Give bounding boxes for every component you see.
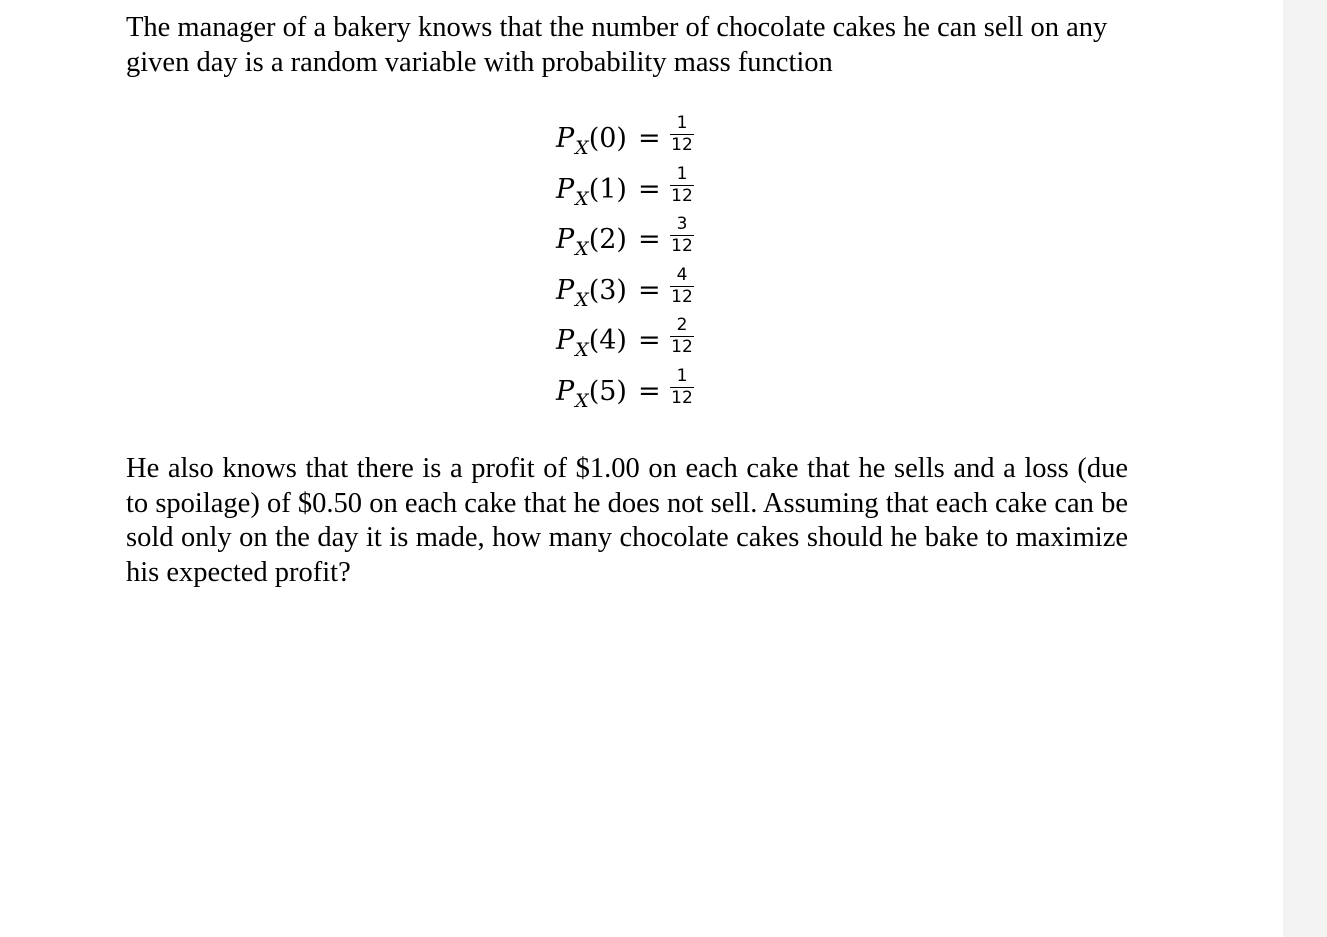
equals-sign: =	[638, 123, 661, 154]
fraction	[668, 266, 696, 306]
denominator: 12	[671, 337, 693, 358]
numerator: 1	[676, 163, 688, 184]
pmf-subscript: X	[575, 137, 589, 159]
numerator: 1	[676, 365, 688, 386]
denominator: 12	[671, 236, 693, 257]
numerator: 1	[676, 113, 688, 133]
pmf-function: P	[556, 173, 575, 205]
fraction	[668, 165, 696, 205]
pmf-subscript: X	[575, 389, 589, 412]
pmf-row	[556, 165, 716, 216]
pmf-subscript: X	[575, 238, 589, 261]
pmf-function: P	[556, 123, 575, 154]
pmf-subscript: X	[575, 339, 589, 362]
pmf-function: P	[556, 274, 575, 306]
numerator: 3	[676, 214, 688, 235]
pmf-function: P	[556, 375, 575, 407]
pmf-row	[556, 215, 716, 266]
denominator: 12	[671, 135, 693, 155]
numerator: 4	[676, 264, 688, 285]
pmf-row	[556, 114, 716, 165]
denominator: 12	[671, 387, 693, 408]
pmf-lhs	[556, 122, 627, 158]
pmf-row	[556, 367, 716, 418]
pmf-argument: (0)	[588, 123, 627, 154]
numerator: 2	[676, 315, 688, 336]
pmf-function: P	[556, 224, 575, 256]
fraction	[668, 316, 696, 356]
equals-sign: =	[638, 224, 661, 256]
pmf-row	[556, 266, 716, 317]
pmf-argument: (4)	[588, 325, 627, 357]
pmf-argument: (2)	[588, 224, 627, 256]
equals-sign: =	[638, 173, 661, 205]
intro-paragraph: The manager of a bakery knows that the number of chocolate cakes he can sell on any given day is a random variable with probability mass function	[126, 12, 1108, 78]
question-paragraph: He also knows that there is a profit of $1.00 on each cake that he sells and a loss (due to spoilage) of $0.50 on each cake that he does not sell. Assuming that each cake can be sold only on the day it is made, how many chocolate cakes should he bake to maximize his expected profit?	[126, 453, 1128, 589]
pmf-function: P	[556, 325, 575, 357]
equals-sign: =	[638, 375, 661, 407]
pmf-argument: (1)	[588, 173, 627, 205]
pmf-subscript: X	[575, 187, 589, 210]
pmf-subscript: X	[575, 288, 589, 311]
pmf-argument: (3)	[588, 274, 627, 306]
fraction	[668, 215, 696, 255]
fraction	[668, 367, 696, 407]
pmf-lhs	[556, 274, 627, 310]
denominator: 12	[671, 185, 693, 206]
pmf-lhs	[556, 223, 627, 259]
page-margin-area	[1283, 0, 1327, 937]
pmf-lhs	[556, 173, 627, 209]
equals-sign: =	[638, 325, 661, 357]
denominator: 12	[671, 286, 693, 307]
fraction	[668, 114, 696, 154]
pmf-argument: (5)	[588, 375, 627, 407]
pmf-lhs	[556, 375, 627, 411]
equals-sign: =	[638, 274, 661, 306]
pmf-equations	[556, 114, 716, 418]
pmf-lhs	[556, 324, 627, 360]
pmf-row	[556, 316, 716, 367]
